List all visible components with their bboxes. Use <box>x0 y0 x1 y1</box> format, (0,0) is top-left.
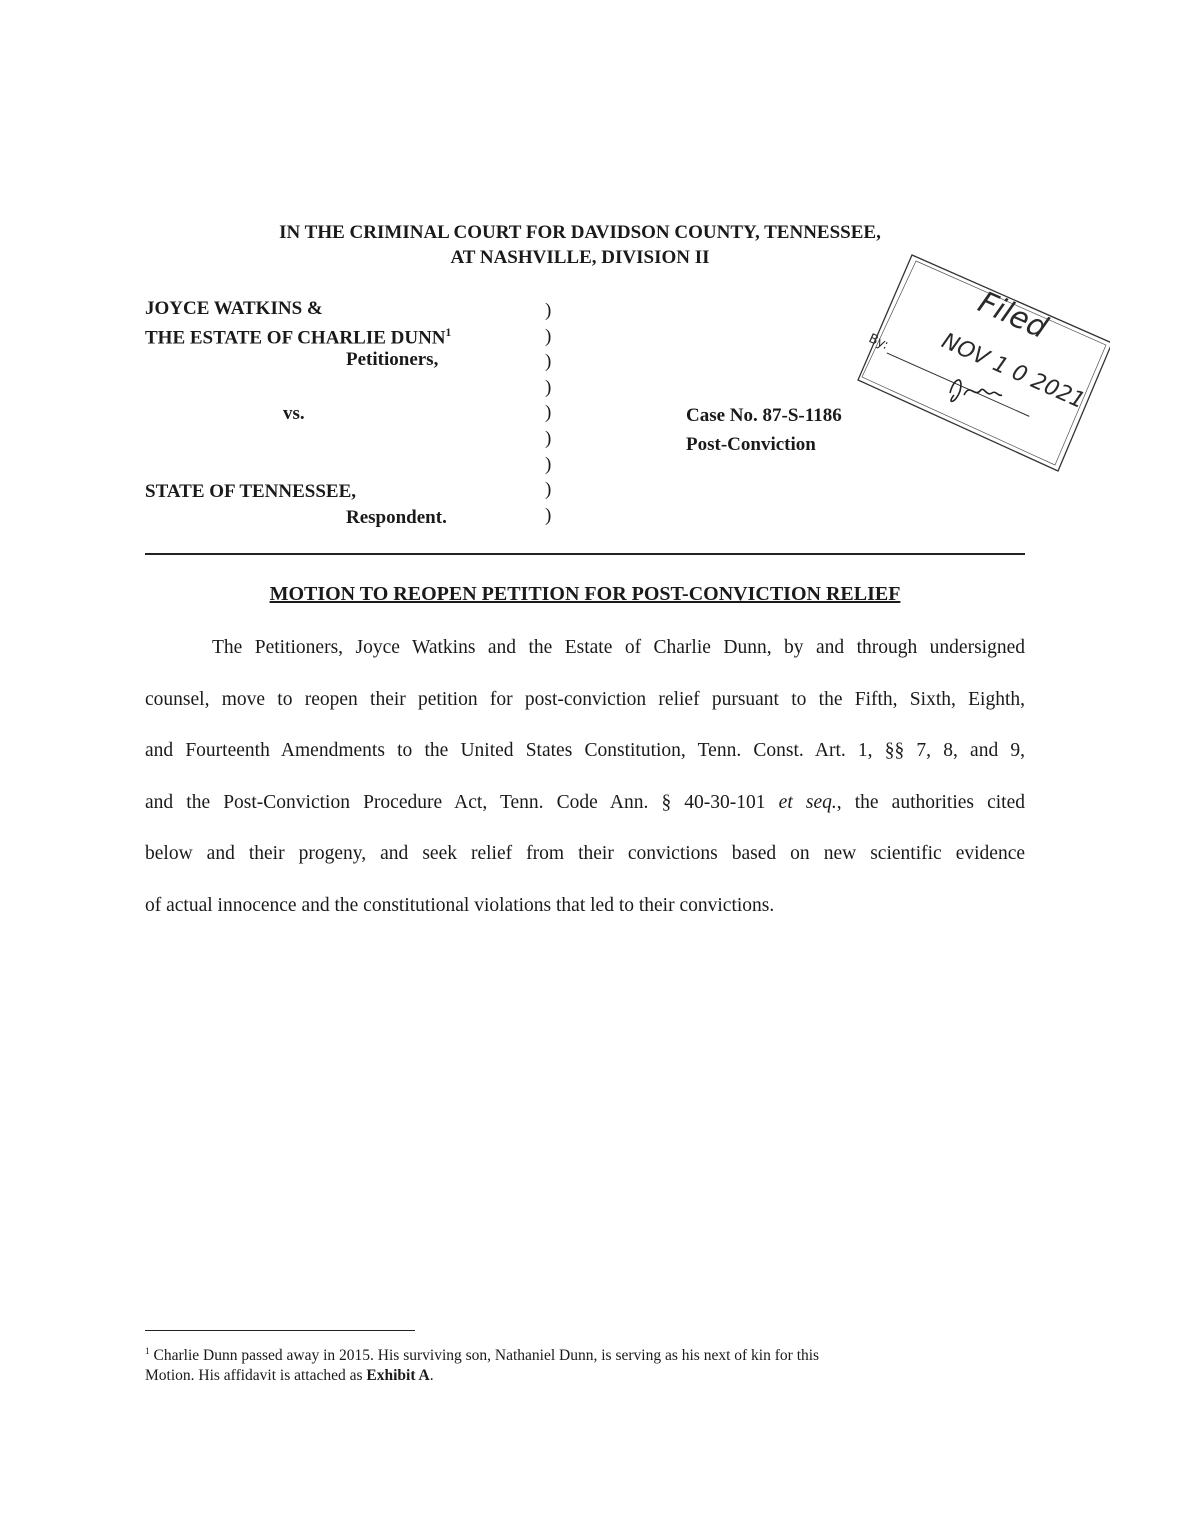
paren: ) <box>545 479 552 501</box>
paren: ) <box>545 453 552 475</box>
court-name: IN THE CRIMINAL COURT FOR DAVIDSON COUNTY, TENNESSEE, <box>279 222 881 243</box>
respondent-name: STATE OF TENNESSEE, <box>145 481 357 502</box>
paren: ) <box>545 325 552 347</box>
body-line: of actual innocence and the constitutional violations that led to their convictions. <box>145 894 775 916</box>
case-info <box>686 401 842 459</box>
versus: vs. <box>283 403 305 424</box>
stamp-signature <box>950 380 1002 401</box>
paren: ) <box>545 427 552 449</box>
motion-body <box>145 633 1025 942</box>
paren: ) <box>545 300 552 321</box>
case-number: Case No. 87-S-1186 <box>686 405 842 426</box>
petitioner-name-2-text: THE ESTATE OF CHARLIE DUNN <box>145 327 446 349</box>
body-line: below and their progeny, and seek relief from their convictions based on new scientific evidence <box>145 843 1025 864</box>
court-division: AT NASHVILLE, DIVISION II <box>450 247 710 268</box>
footnote-period: . <box>429 1367 434 1385</box>
body-line: and Fourteenth Amendments to the United States Constitution, Tenn. Const. Art. 1, §§ 7, 8, and 9, <box>145 740 1025 761</box>
footnote-line-1: Charlie Dunn passed away in 2015. His surviving son, Nathaniel Dunn, is serving as his next of kin for this <box>153 1347 820 1365</box>
body-line-part: and the Post-Conviction Procedure Act, Tenn. Code Ann. § 40-30-101 <box>145 791 766 813</box>
body-line-part: , the authorities cited <box>836 791 1025 813</box>
motion-title: MOTION TO REOPEN PETITION FOR POST-CONVICTION RELIEF <box>269 583 901 605</box>
paren: ) <box>545 351 552 373</box>
paren: ) <box>545 402 552 424</box>
petitioner-name-2 <box>145 321 451 350</box>
exhibit-reference: Exhibit A <box>366 1367 430 1385</box>
body-line <box>145 788 1025 840</box>
stamp-by-label: By: <box>866 331 891 354</box>
stamp-filed-text: Filed <box>972 284 1053 346</box>
paren: ) <box>545 376 552 398</box>
footnote-mark: 1 <box>145 1347 150 1357</box>
body-line: The Petitioners, Joyce Watkins and the Estate of Charlie Dunn, by and through undersigned <box>212 637 1025 658</box>
footnote-divider <box>145 1330 415 1331</box>
filed-stamp <box>850 245 1110 475</box>
footnote-line-2: Motion. His affidavit is attached as <box>145 1367 363 1385</box>
body-line: counsel, move to reopen their petition for post-conviction relief pursuant to the Fifth, Sixth, Eighth, <box>145 688 1025 710</box>
footnote <box>145 1342 1005 1386</box>
caption-parentheses <box>545 298 551 528</box>
stamp-date: NOV 1 0 2021 <box>937 328 1089 415</box>
paren: ) <box>545 504 552 526</box>
et-seq-italic: et seq. <box>778 791 837 813</box>
caption-divider <box>145 553 1025 555</box>
footnote-ref: 1 <box>445 327 452 339</box>
petitioners-label: Petitioners, <box>346 349 439 370</box>
case-type: Post-Conviction <box>686 434 816 455</box>
petitioner-name-1: JOYCE WATKINS & <box>145 298 323 319</box>
respondent-label: Respondent. <box>346 507 447 528</box>
